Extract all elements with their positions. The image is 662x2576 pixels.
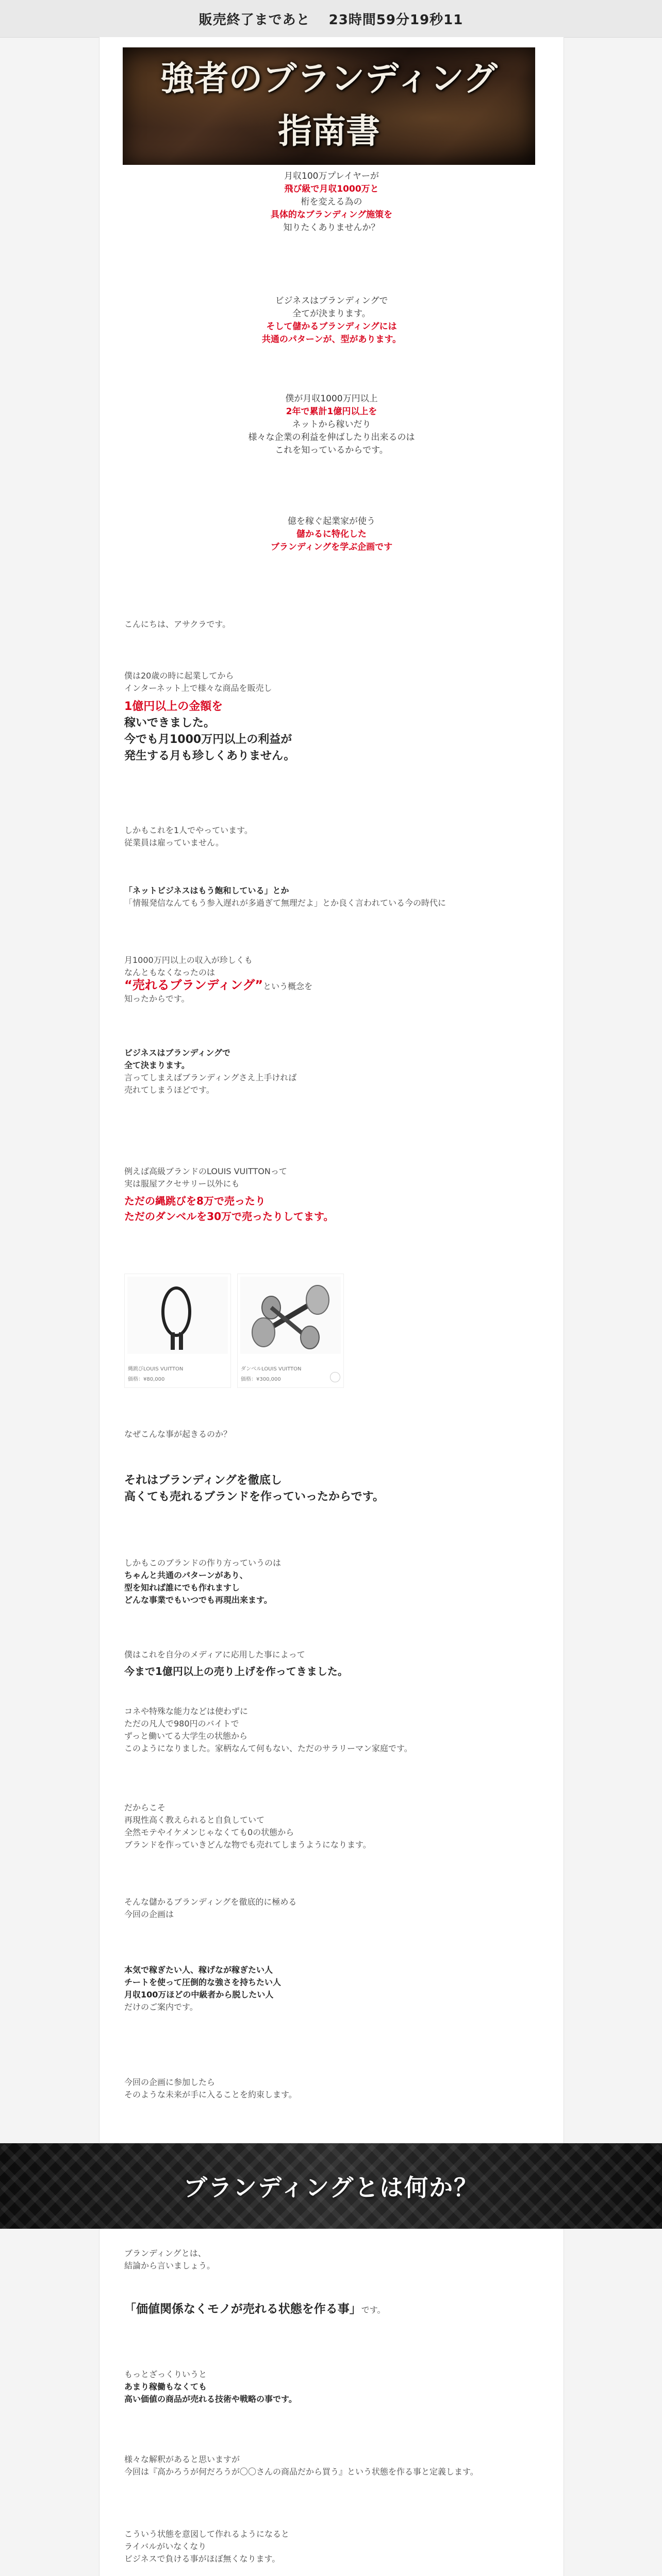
text-line: しかもこれを1人でやっています。 xyxy=(124,825,253,835)
text-line: 稼いできました。 xyxy=(124,717,216,730)
section-banner xyxy=(0,2143,662,2229)
intro-block-1 xyxy=(100,170,564,234)
intro-block-3 xyxy=(100,393,564,457)
story-highlight-1 xyxy=(124,699,537,765)
intro-block-4 xyxy=(100,515,564,554)
text-line: チートを使って圧倒的な強さを持ちたい人 xyxy=(124,1977,282,1987)
product-price: 価格：¥80,000 xyxy=(128,1377,165,1382)
intro-block-2 xyxy=(100,295,564,346)
text-line: ブランドを作っていきどんな物でも売れてしまうようになります。 xyxy=(124,1840,371,1850)
text-line: しかもこのブランドの作り方っていうのは xyxy=(124,1558,282,1568)
text-line: 月収100万プレイヤーが xyxy=(284,171,379,181)
text-line: 本気で稼ぎたい人、稼げなが稼ぎたい人 xyxy=(124,1965,273,1975)
text-line: インターネット上で様々な商品を販売し xyxy=(124,683,272,693)
branding-block-3 xyxy=(124,2368,537,2405)
text-line: 例えば高級ブランドのLOUIS VUITTONって xyxy=(124,1166,287,1176)
text-line: それはブランディングを徹底し xyxy=(124,1474,282,1487)
text-line: このようになりました。家柄なんて何もない、ただのサラリーマン家庭です。 xyxy=(124,1743,412,1753)
text-line: そのような未来が手に入ることを約束します。 xyxy=(124,2090,297,2099)
text-line: そして儲かるブランディングには xyxy=(266,321,397,332)
text-line: 月1000万円以上の収入が珍しくも xyxy=(124,955,253,965)
text-line xyxy=(124,1193,537,1209)
product-caption xyxy=(128,1366,226,1383)
text-line: 今回の企画は xyxy=(124,1909,174,1919)
text-line: 発生する月も珍しくありません。 xyxy=(124,750,295,762)
text-line: もっとざっくりいうと xyxy=(124,2369,207,2379)
text-line: 全て決まります。 xyxy=(124,1060,190,1070)
highlight-line: ただの縄跳びを8万で売ったり xyxy=(124,1195,266,1207)
text-line: なんともなくなったのは xyxy=(124,968,216,977)
text-line: 僕はこれを自分のメディアに応用した事によって xyxy=(124,1650,305,1659)
text-line: 儲かるに特化した xyxy=(296,529,367,539)
text-line: ビジネスはブランディングで xyxy=(275,296,388,306)
text-line xyxy=(124,1209,537,1224)
text-line: ちゃんと共通のパターンがあり、 xyxy=(124,1570,248,1580)
question: なぜこんな事が起きるのか？ xyxy=(124,1429,232,1439)
text-line: 結論から言いましょう。 xyxy=(124,2261,216,2270)
story-block-10 xyxy=(124,1705,537,1755)
product-card xyxy=(124,1274,231,1388)
text-line: 知りたくありませんか？ xyxy=(283,223,380,233)
text-line: 飛び級で月収1000万と xyxy=(284,184,379,194)
hero-banner xyxy=(123,47,535,165)
highlight-phrase: “売れるブランディング” xyxy=(124,978,263,992)
text-line: 様々な解釈があると思いますが xyxy=(124,2454,240,2464)
hero-subtitle: 指南書 xyxy=(278,111,380,151)
circle-icon xyxy=(330,1372,340,1382)
story-block-4 xyxy=(124,954,537,1005)
answer-highlight xyxy=(124,1472,537,1505)
text-line: 今回の企画に参加したら xyxy=(124,2077,216,2087)
text-line: ネットから稼いだり xyxy=(292,419,371,430)
text-line: 様々な企業の利益を伸ばしたり出来るのは xyxy=(248,432,415,443)
hero-title: 強者のブランディング xyxy=(160,58,498,98)
highlight-line: ただのダンベルを30万で売ったりしてます。 xyxy=(124,1210,334,1223)
text-line: 具体的なブランディング施策を xyxy=(270,210,393,220)
text-line: 高い価値の商品が売れる技術や戦略の事です。 xyxy=(124,2394,297,2404)
text-line: コネや特殊な能力などは使わずに xyxy=(124,1706,249,1716)
text-line: どんな事業でもいつでも再現出来ます。 xyxy=(124,1595,272,1605)
text-line: ブランディングとは、 xyxy=(124,2248,206,2258)
text-line: 売れてしまうほどです。 xyxy=(124,1085,214,1095)
story-block-11 xyxy=(124,1802,537,1851)
text-line: あまり稼働もなくても xyxy=(124,2382,207,2392)
product-name: 縄跳びLOUIS VUITTON xyxy=(128,1366,184,1372)
story-block-1 xyxy=(124,670,537,694)
text-fragment: です。 xyxy=(361,2305,386,2315)
text-line: だからこそ xyxy=(124,1803,166,1812)
countdown-time: 23時間59分19秒11 xyxy=(328,12,464,28)
promise-block xyxy=(124,2076,537,2101)
text-line: 知ったからです。 xyxy=(124,994,190,1004)
text-line: 僕は20歳の時に起業してから xyxy=(124,671,234,681)
product-price: 価格：¥300,000 xyxy=(241,1377,281,1382)
text-line: 言ってしまえばブランディングさえ上手ければ xyxy=(124,1073,297,1082)
text-line: 共通のパターンが、型があります。 xyxy=(261,334,402,345)
text-line: 今回は『高かろうが何だろうが〇〇さんの商品だから買う』という状態を作る事と定義します。 xyxy=(124,2467,478,2477)
text-line: こういう状態を意図して作れるようになると xyxy=(124,2529,290,2539)
text-line: 全然モテやイケメンじゃなくても0の状態から xyxy=(124,1827,294,1837)
story-block-6 xyxy=(124,1165,537,1190)
dumbbell-image xyxy=(240,1277,341,1354)
text-line: 2年で累計1億円以上を xyxy=(286,406,377,417)
text-line: 桁を変える為の xyxy=(301,197,362,207)
text-line: 高くても売れるブランドを作っていったからです。 xyxy=(124,1490,385,1503)
jump-rope-image xyxy=(127,1277,228,1354)
text-line: ずっと働いてる大学生の状態から xyxy=(124,1731,248,1741)
text-line: そんな儲かるブランディングを徹底的に極める xyxy=(124,1897,297,1907)
product-examples xyxy=(124,1274,346,1387)
text-line: ブランディングを学ぶ企画です xyxy=(270,542,393,552)
story-highlight-6 xyxy=(124,1193,537,1224)
highlight-amount: 1億円以上の金額を xyxy=(124,700,223,713)
text-line: 今でも月1000万円以上の利益が xyxy=(124,733,292,746)
text-line xyxy=(124,699,537,715)
branding-block-4 xyxy=(124,2453,537,2478)
text-line: 「情報発信なんてもう参入遅れが多過ぎて無理だよ」とか良く言われている今の時代に xyxy=(124,898,446,908)
text-line: ビジネスはブランディングで xyxy=(124,1048,230,1058)
text-line: 「ネットビジネスはもう飽和している」とか xyxy=(124,886,289,895)
text-line: 僕が月収1000万円以上 xyxy=(285,394,378,404)
story-block-2 xyxy=(124,824,537,849)
story-block-9 xyxy=(124,1649,537,1661)
product-caption xyxy=(241,1366,339,1383)
text-line: ただの凡人で980円のバイトで xyxy=(124,1719,239,1728)
story-block-3 xyxy=(124,885,537,909)
product-card xyxy=(237,1274,344,1388)
definition-quote: 「価値関係なくモノが売れる状態を作る事」 xyxy=(124,2302,361,2316)
story-block-12 xyxy=(124,1896,537,1921)
text-line xyxy=(124,979,537,993)
story-block-5 xyxy=(124,1047,537,1096)
story-highlight-9: 今まで1億円以上の売り上げを作ってきました。 xyxy=(124,1665,348,1677)
text-line: 型を知れば誰にでも作れますし xyxy=(124,1583,240,1592)
text-line: ビジネスで負ける事がほぼ無くなります。 xyxy=(124,2554,280,2564)
product-name: ダンベルLOUIS VUITTON xyxy=(241,1366,302,1372)
story-block-8 xyxy=(124,1557,537,1606)
countdown-bar xyxy=(0,0,662,38)
text-line: 月収100万ほどの中級者から脱したい人 xyxy=(124,1990,274,1999)
text-line: 再現性高く教えられると自負していて xyxy=(124,1815,265,1825)
text-line: これを知っているからです。 xyxy=(275,445,388,455)
countdown-label: 販売終了まであと xyxy=(198,12,310,28)
text-line: ライバルがいなくなり xyxy=(124,2541,207,2551)
text-line: 億を稼ぐ起業家が使う xyxy=(288,516,375,527)
text-fragment: という概念を xyxy=(263,981,313,991)
branding-intro xyxy=(124,2247,537,2272)
text-line: 従業員は雇っていません。 xyxy=(124,838,224,848)
branding-block-5 xyxy=(124,2528,537,2565)
greeting: こんにちは、アサクラです。 xyxy=(124,619,231,629)
text-line: 実は服屋アクセサリー以外にも xyxy=(124,1179,240,1189)
section-title: ブランディングとは何か？ xyxy=(183,2174,479,2201)
text-line: 全てが決まります。 xyxy=(292,309,371,319)
target-audience xyxy=(124,1964,537,2013)
text-line: だけのご案内です。 xyxy=(124,2002,198,2012)
branding-definition xyxy=(124,2303,537,2316)
